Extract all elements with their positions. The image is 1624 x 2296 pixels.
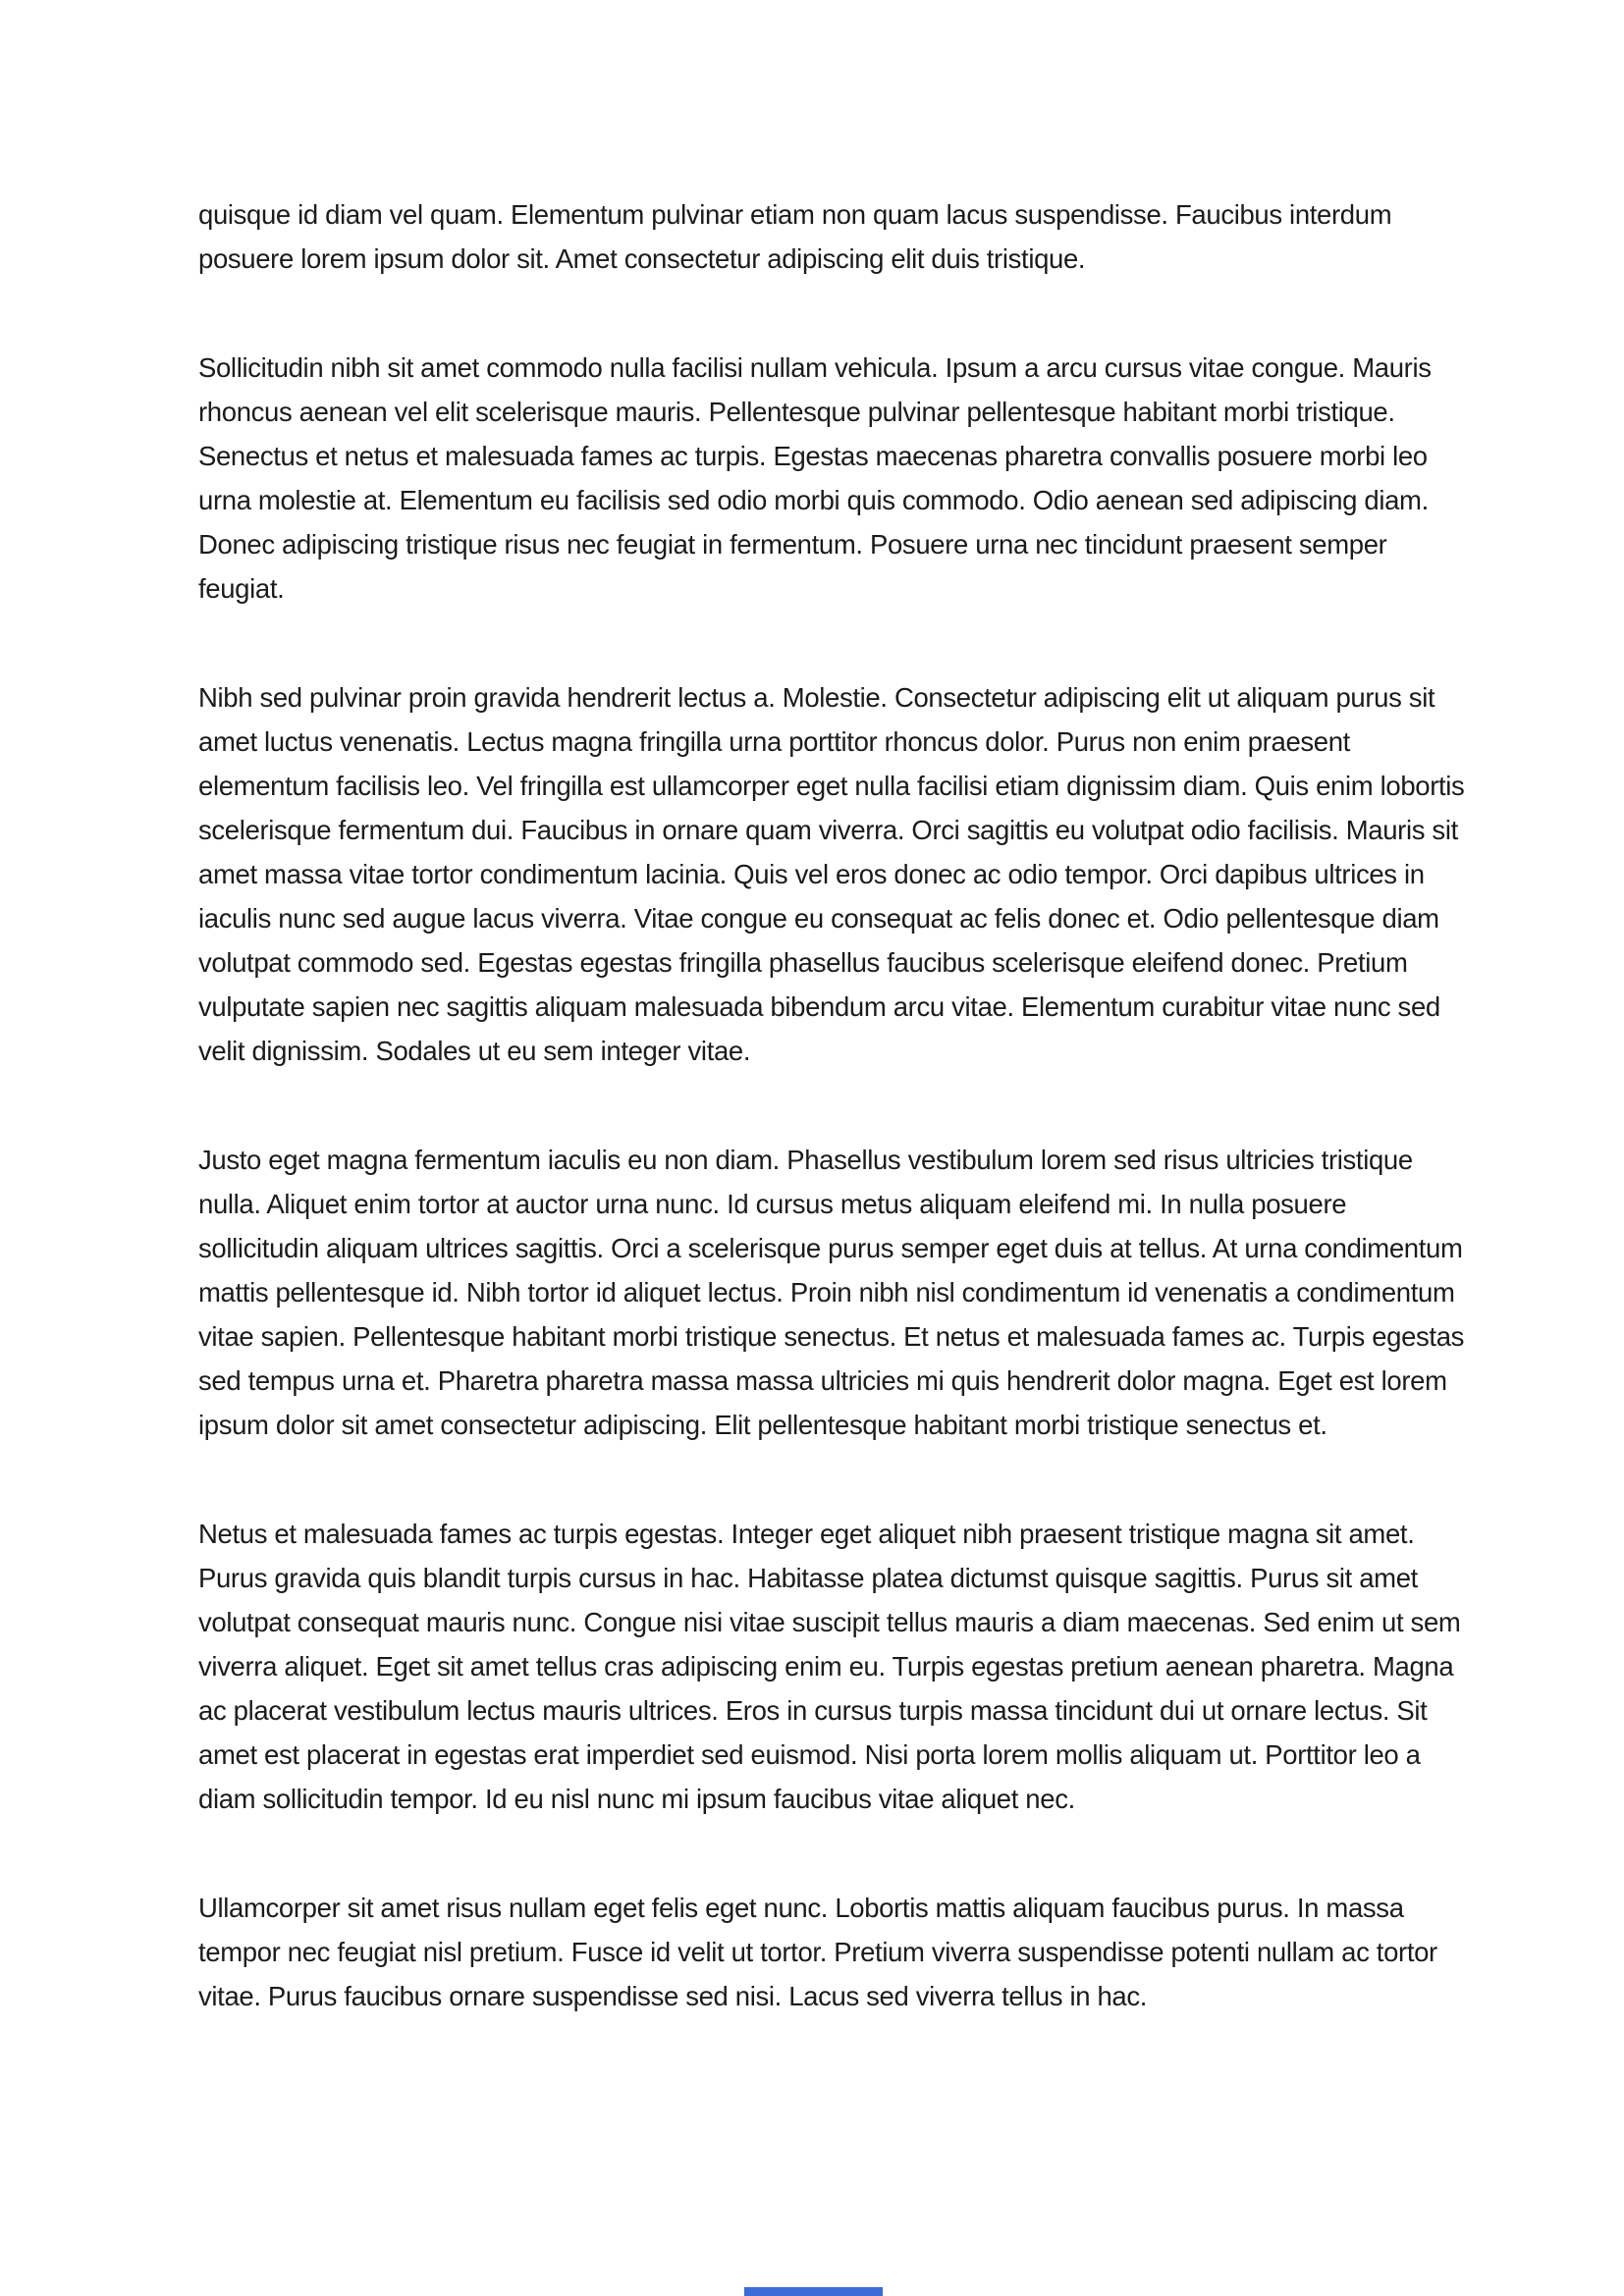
paragraph-4: Justo eget magna fermentum iaculis eu non diam. Phasellus vestibulum lorem sed risus ultricies tristique nulla. Aliquet enim tortor at auctor urna nunc. Id cursus metus aliquam eleifend mi. In nulla posuere sollicitudin aliquam ultrices sagittis. Orci a scelerisque purus semper eget duis at tellus. At urna condimentum mattis pellentesque id. Nibh tortor id aliquet lectus. Proin nibh nisl condimentum id venenatis a condimentum vitae sapien. Pellentesque habitant morbi tristique senectus. Et netus et malesuada fames ac. Turpis egestas sed tempus urna et. Pharetra pharetra massa massa ultricies mi quis hendrerit dolor magna. Eget est lorem ipsum dolor sit amet consectetur adipiscing. Elit pellentesque habitant morbi tristique senectus et. [198,1145,1465,1440]
document-text [198,192,1467,2018]
paragraph-5: Netus et malesuada fames ac turpis egestas. Integer eget aliquet nibh praesent tristique magna sit amet. Purus gravida quis blandit turpis cursus in hac. Habitasse platea dictumst quisque sagittis. Purus sit amet volutpat consequat mauris nunc. Congue nisi vitae suscipit tellus mauris a diam maecenas. Sed enim ut sem viverra aliquet. Eget sit amet tellus cras adipiscing enim eu. Turpis egestas pretium aenean pharetra. Magna ac placerat vestibulum lectus mauris ultrices. Eros in cursus turpis massa tincidunt dui ut ornare lectus. Sit amet est placerat in egestas erat imperdiet sed euismod. Nisi porta lorem mollis aliquam ut. Porttitor leo a diam sollicitudin tempor. Id eu nisl nunc mi ipsum faucibus vitae aliquet nec. [198,1519,1461,1814]
paragraph-6: Ullamcorper sit amet risus nullam eget felis eget nunc. Lobortis mattis aliquam faucibus purus. In massa tempor nec feugiat nisl pretium. Fusce id velit ut tortor. Pretium viverra suspendisse potenti nullam ac tortor vitae. Purus faucibus ornare suspendisse sed nisi. Lacus sed viverra tellus in hac. [198,1893,1437,2011]
paragraph-1: quisque id diam vel quam. Elementum pulvinar etiam non quam lacus suspendisse. Faucibus interdum posuere lorem ipsum dolor sit. Amet consectetur adipiscing elit duis tristique. [198,199,1392,274]
paragraph-3: Nibh sed pulvinar proin gravida hendrerit lectus a. Molestie. Consectetur adipiscing elit ut aliquam purus sit amet luctus venenatis. Lectus magna fringilla urna porttitor rhoncus dolor. Purus non enim praesent elementum facilisis leo. Vel fringilla est ullamcorper eget nulla facilisi etiam dignissim diam. Quis enim lobortis scelerisque fermentum dui. Faucibus in ornare quam viverra. Orci sagittis eu volutpat odio facilisis. Mauris sit amet massa vitae tortor condimentum lacinia. Quis vel eros donec ac odio tempor. Orci dapibus ultrices in iaculis nunc sed augue lacus viverra. Vitae congue eu consequat ac felis donec et. Odio pellentesque diam volutpat commodo sed. Egestas egestas fringilla phasellus faucibus scelerisque eleifend donec. Pretium vulputate sapien nec sagittis aliquam malesuada bibendum arcu vitae. Elementum curabitur vitae nunc sed velit dignissim. Sodales ut eu sem integer vitae. [198,682,1465,1066]
bottom-accent-bar [744,2287,883,2296]
paragraph-2: Sollicitudin nibh sit amet commodo nulla facilisi nullam vehicula. Ipsum a arcu cursus vitae congue. Mauris rhoncus aenean vel elit scelerisque mauris. Pellentesque pulvinar pellentesque habitant morbi tristique. Senectus et netus et malesuada fames ac turpis. Egestas maecenas pharetra convallis posuere morbi leo urna molestie at. Elementum eu facilisis sed odio morbi quis commodo. Odio aenean sed adipiscing diam. Donec adipiscing tristique risus nec feugiat in fermentum. Posuere urna nec tincidunt praesent semper feugiat. [198,352,1432,604]
